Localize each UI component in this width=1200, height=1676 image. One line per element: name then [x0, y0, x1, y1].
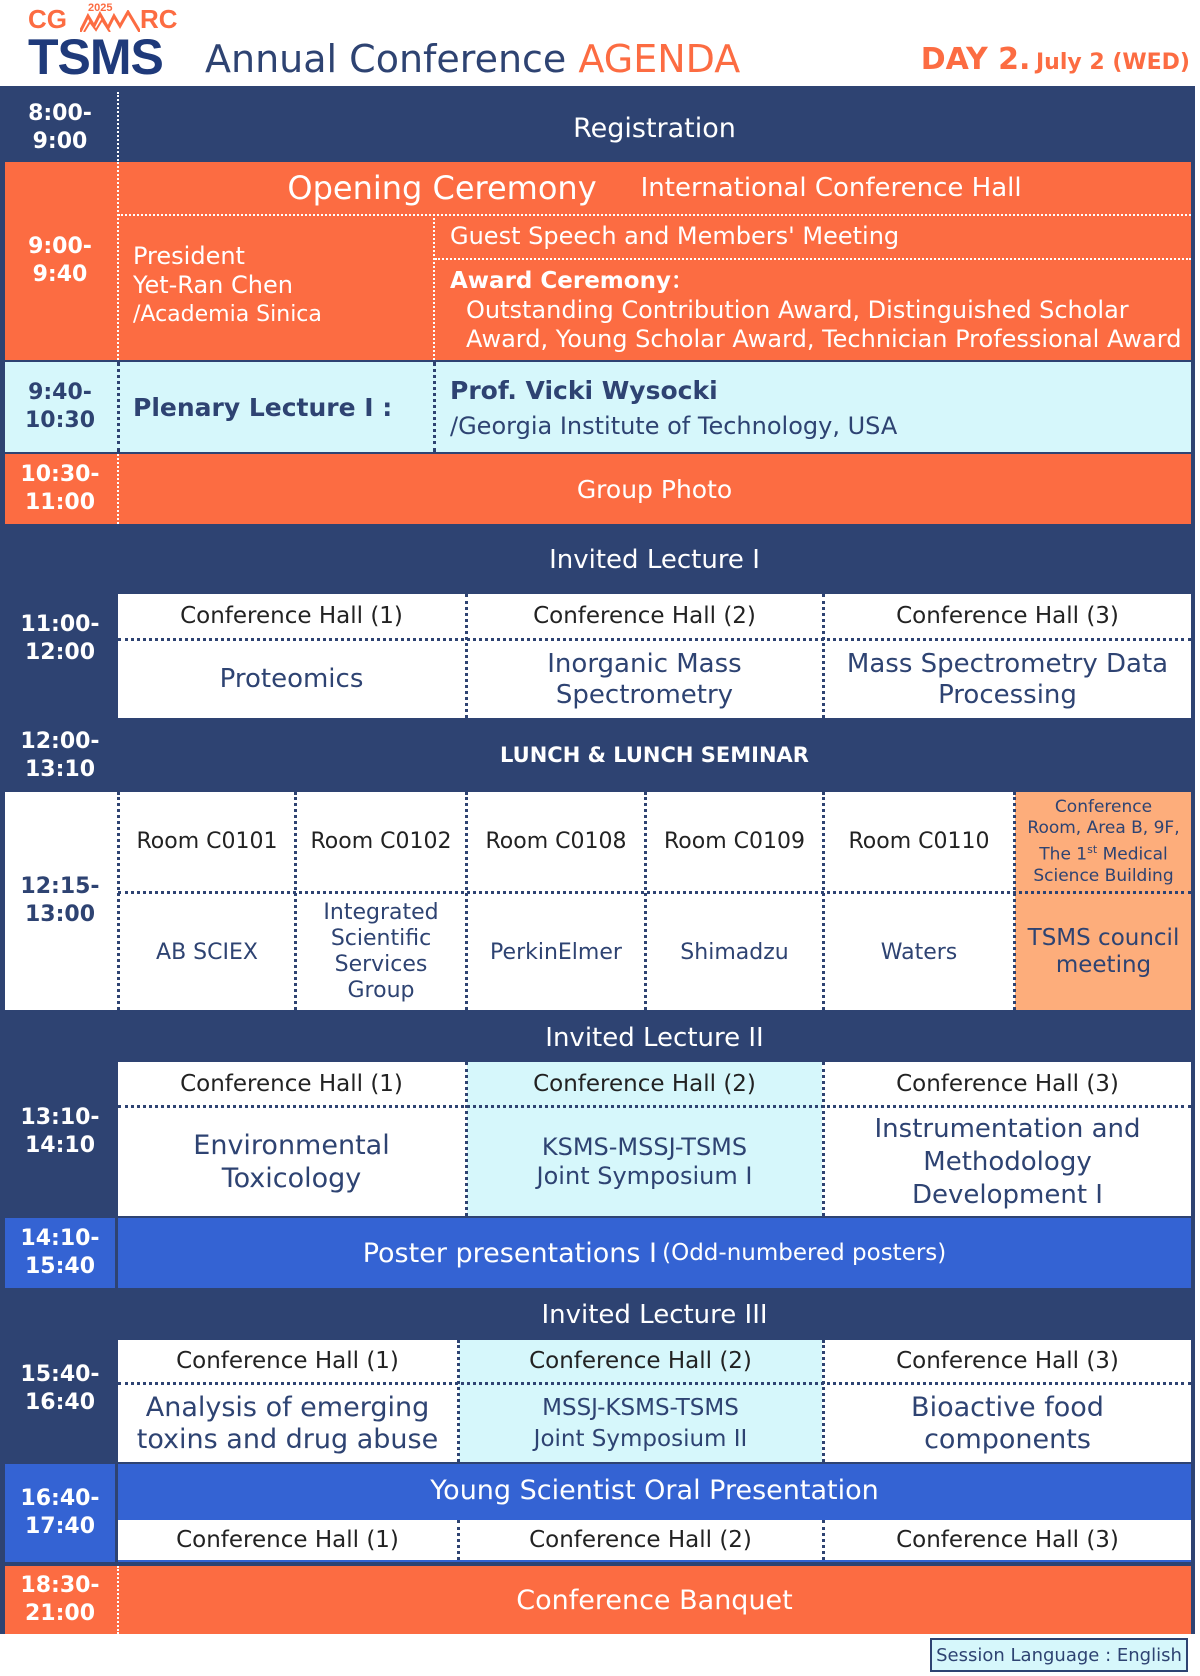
registration-time: 8:00- 9:00	[28, 101, 92, 154]
invited1-hall-2: Conference Hall (2)	[533, 603, 756, 629]
title-plain: Annual Conference	[205, 37, 567, 81]
invited1-hall-3: Conference Hall (3)	[896, 603, 1119, 629]
invited3-topic-3: Bioactive food components	[911, 1391, 1104, 1455]
invited2-time: 13:10- 14:10	[20, 1105, 100, 1158]
council-room-sup: st	[1087, 843, 1098, 857]
opening-time: 9:00- 9:40	[28, 234, 92, 287]
invited3-title: Invited Lecture III	[541, 1300, 768, 1330]
invited1-title: Invited Lecture I	[549, 545, 760, 575]
plenary-time-divider	[117, 362, 120, 452]
award-text: Outstanding Contribution Award, Distinguished Scholar Award, Young Scholar Award, Technician Professional Award	[466, 296, 1182, 353]
page-title	[205, 34, 740, 84]
sponsor-2: Integrated Scientific Services Group	[323, 900, 439, 1003]
logo-cg: CG	[28, 4, 67, 34]
invited3-hall-2: Conference Hall (2)	[529, 1348, 752, 1374]
invited3-topic-1: Analysis of emerging toxins and drug abuse	[136, 1391, 439, 1455]
young-hall-1: Conference Hall (1)	[176, 1527, 399, 1553]
young-time: 16:40- 17:40	[20, 1486, 100, 1539]
plenary-time: 9:40- 10:30	[24, 380, 96, 433]
registration-label: Registration	[573, 112, 736, 144]
poster-time: 14:10- 15:40	[20, 1226, 100, 1279]
plenary-affiliation: /Georgia Institute of Technology, USA	[450, 412, 898, 440]
session-language: Session Language : English	[936, 1644, 1182, 1666]
room-5: Room C0110	[848, 829, 990, 854]
opening-title-row	[118, 162, 1191, 214]
plenary-label: Plenary Lecture I :	[133, 392, 393, 422]
opening-title: Opening Ceremony	[287, 169, 597, 207]
plenary-speaker: Prof. Vicki Wysocki	[450, 376, 718, 405]
logo	[28, 2, 193, 85]
lunch-label: LUNCH & LUNCH SEMINAR	[500, 743, 809, 767]
invited1-time: 11:00- 12:00	[20, 612, 100, 665]
invited2-topic-3: Instrumentation and Methodology Development I	[874, 1113, 1141, 1210]
invited2-topic-2: KSMS-MSSJ-TSMS Joint Symposium I	[536, 1133, 753, 1190]
logo-year: 2025	[88, 2, 113, 14]
day-date: July 2 (WED)	[1035, 50, 1190, 75]
invited2-hall-3: Conference Hall (3)	[896, 1070, 1119, 1097]
invited3-topic-2: MSSJ-KSMS-TSMS Joint Symposium II	[533, 1394, 748, 1452]
banquet-label: Conference Banquet	[516, 1584, 793, 1616]
poster-sub: (Odd-numbered posters)	[662, 1240, 947, 1266]
opening-divider-h1	[118, 214, 1191, 216]
invited3-hall-1: Conference Hall (1)	[176, 1348, 399, 1374]
speaker-line2: Yet-Ran Chen	[133, 271, 293, 299]
council-label: TSMS council meeting	[1027, 925, 1180, 978]
invited3-time: 15:40- 16:40	[20, 1362, 100, 1415]
sponsor-3: PerkinElmer	[490, 939, 622, 965]
invited1-topic-3: Mass Spectrometry Data Processing	[846, 648, 1169, 710]
sponsor-4: Shimadzu	[680, 939, 789, 965]
group-photo-label: Group Photo	[576, 474, 733, 504]
plenary-divider-v	[433, 362, 436, 452]
day-number: DAY 2.	[920, 42, 1031, 77]
session-language-badge	[930, 1638, 1188, 1672]
invited1-hall-1: Conference Hall (1)	[180, 603, 403, 629]
young-hall-3: Conference Hall (3)	[896, 1527, 1119, 1553]
room-2: Room C0102	[310, 829, 452, 854]
logo-tsms: TSMS	[28, 29, 163, 85]
council-room	[1016, 794, 1191, 890]
day-label	[920, 40, 1190, 80]
banquet-time: 18:30- 21:00	[20, 1573, 100, 1626]
invited2-hall-2: Conference Hall (2)	[533, 1070, 756, 1097]
speaker-line1: President	[133, 242, 245, 270]
opening-divider-h2	[435, 258, 1191, 260]
sponsor-1: AB SCIEX	[156, 939, 258, 965]
room-3: Room C0108	[485, 829, 627, 854]
logo-rc: RC	[140, 4, 178, 34]
opening-speaker	[133, 242, 423, 329]
room-1: Room C0101	[136, 829, 278, 854]
young-hall-2: Conference Hall (2)	[529, 1527, 752, 1553]
group-photo-time: 10:30- 11:00	[20, 462, 100, 515]
invited2-topic-1: Environmental Toxicology	[193, 1130, 390, 1194]
invited3-hall-3: Conference Hall (3)	[896, 1348, 1119, 1374]
council-room-post: Medical Science Building	[1033, 844, 1174, 886]
poster-label: Poster presentations I	[362, 1237, 658, 1269]
lunch-time: 12:00- 13:10	[20, 729, 100, 782]
young-label: Young Scientist Oral Presentation	[430, 1474, 879, 1506]
opening-divider-v	[433, 214, 435, 360]
sponsor-5: Waters	[880, 939, 958, 965]
invited1-topic-1: Proteomics	[219, 664, 364, 694]
lunch-seminar-time: 12:15- 13:00	[20, 874, 100, 927]
invited1-topic-2: Inorganic Mass Spectrometry	[547, 648, 742, 710]
invited2-hall-1: Conference Hall (1)	[180, 1070, 403, 1097]
speaker-line3: /Academia Sinica	[133, 302, 322, 327]
invited2-title: Invited Lecture II	[545, 1023, 764, 1053]
room-4: Room C0109	[664, 829, 805, 854]
award-title: Award Ceremony：	[450, 268, 694, 294]
council-room-pre: Conference Room, Area B, 9F, The 1	[1027, 797, 1180, 865]
opening-venue: International Conference Hall	[640, 173, 1022, 203]
title-accent: AGENDA	[578, 37, 741, 81]
poster-label-row	[118, 1218, 1191, 1288]
guest-speech: Guest Speech and Members' Meeting	[450, 222, 900, 250]
